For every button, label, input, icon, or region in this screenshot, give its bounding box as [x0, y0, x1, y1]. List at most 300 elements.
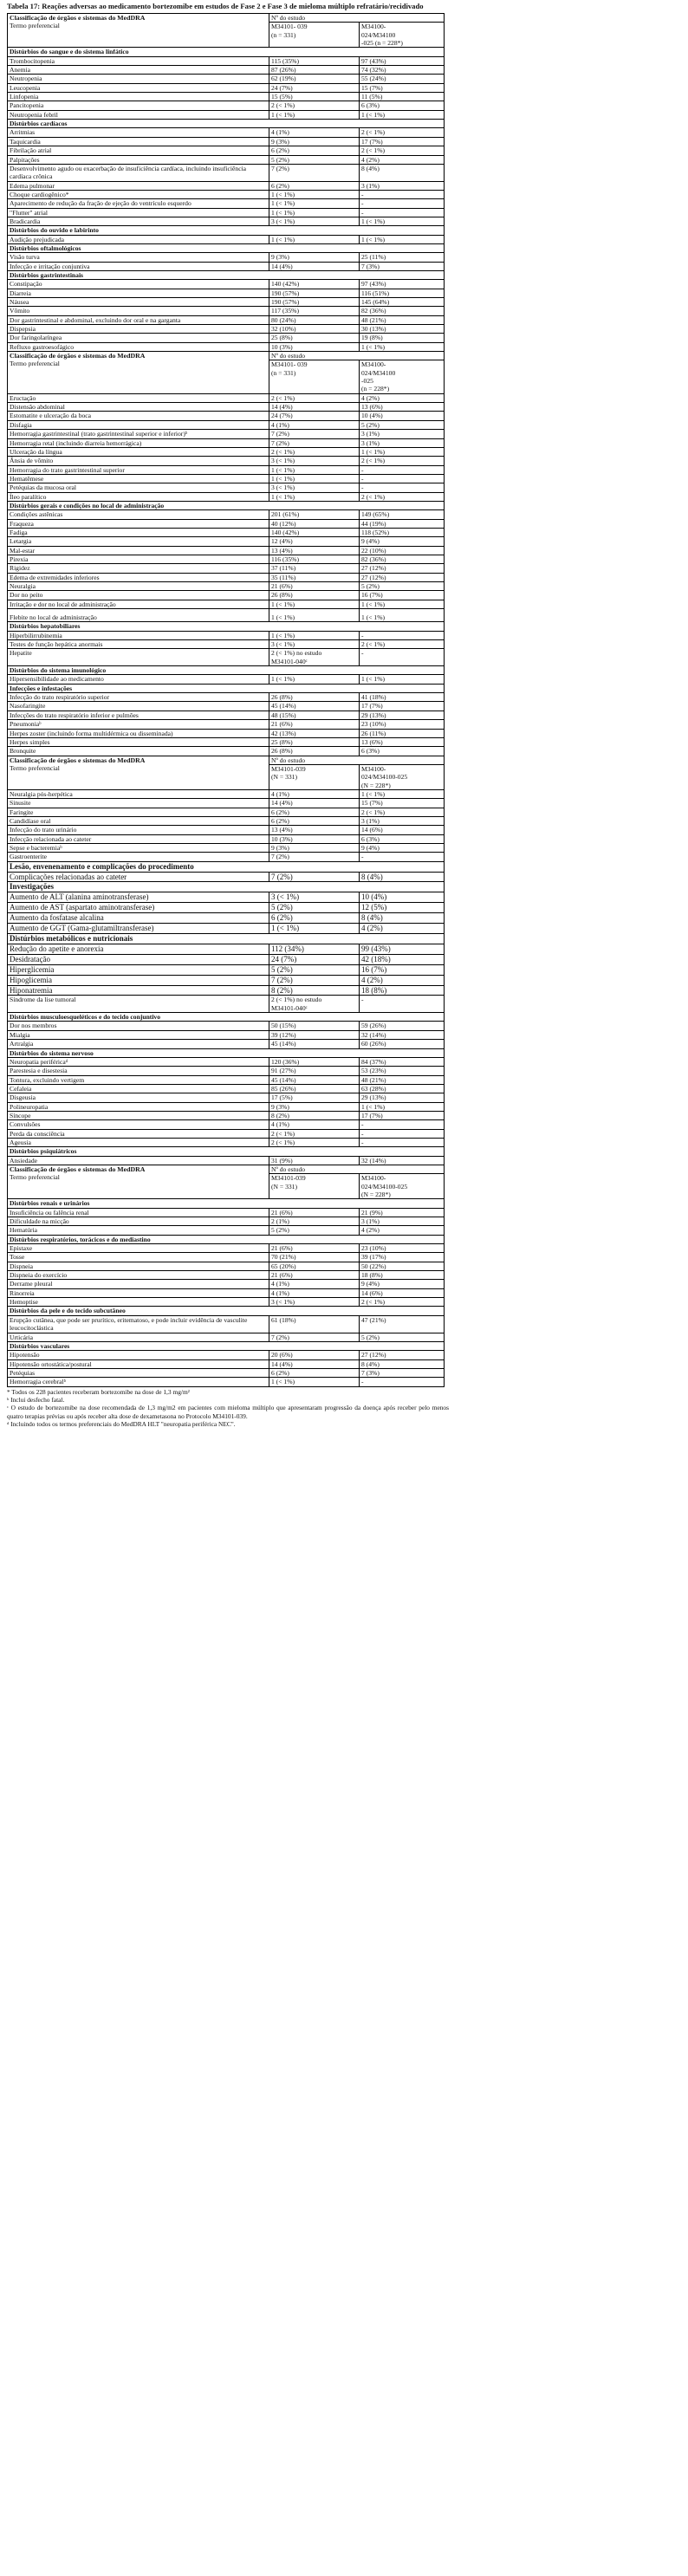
table-row — [8, 702, 445, 711]
table-row — [8, 1368, 445, 1377]
table-row — [8, 1040, 445, 1048]
study-a-value: 24 (7%) — [269, 412, 360, 420]
table-row — [8, 789, 445, 798]
study-b-value: 44 (19%) — [360, 519, 445, 528]
preferred-term: Anemia — [8, 66, 269, 75]
preferred-term: Convulsões — [8, 1120, 269, 1129]
study-a-value: 112 (34%) — [269, 944, 360, 954]
preferred-term: Palpitações — [8, 155, 269, 164]
study-a-value: 35 (11%) — [269, 573, 360, 581]
table-row — [8, 1102, 445, 1111]
footnote: ᶜ O estudo de bortezomibe na dose recomendada de 1,3 mg/m2 em pacientes com mieloma múltiplo que apresentaram progressão da doença após receber pelo menos quatro terapias prévias ou após receber alta dose de dexametasona no Protocolo M34101-039. — [7, 1404, 449, 1420]
study-a-value: 10 (3%) — [269, 834, 360, 843]
preferred-term: Epistaxe — [8, 1244, 269, 1253]
table-row — [8, 307, 445, 315]
table-row — [8, 737, 445, 746]
preferred-term: Edema pulmonar — [8, 181, 269, 190]
study-a-value: 2 (< 1%) — [269, 101, 360, 110]
table-row — [8, 582, 445, 591]
footnotes — [7, 1388, 449, 1429]
table-row — [8, 954, 445, 964]
header-study-b: M34100- 024/M34100 -025 (n = 228*) — [360, 23, 445, 48]
study-a-value: 1 (< 1%) — [269, 675, 360, 684]
table-caption: Tabela 17: Reações adversas ao medicamento bortezomibe em estudos de Fase 2 e Fase 3 de mieloma múltiplo refratário/recidivado — [7, 2, 424, 10]
study-a-value: 116 (35%) — [269, 555, 360, 563]
study-b-value: - — [360, 1120, 445, 1129]
preferred-term: Infecção e irritação conjuntiva — [8, 262, 269, 270]
preferred-term: Visão turva — [8, 253, 269, 262]
study-b-value: 118 (52%) — [360, 528, 445, 536]
study-b-value: 82 (36%) — [360, 555, 445, 563]
table-row — [8, 492, 445, 501]
table-row — [8, 262, 445, 270]
header-study-b: M34100- 024/M34100-025 (N = 228*) — [360, 764, 445, 789]
study-b-value: 60 (26%) — [360, 1040, 445, 1048]
study-a-value: 190 (57%) — [269, 289, 360, 297]
study-a-value: 4 (1%) — [269, 1120, 360, 1129]
study-b-value: 3 (1%) — [360, 430, 445, 438]
study-b-value: 1 (< 1%) — [360, 675, 445, 684]
preferred-term: Sepse e bacteremiaᵇ — [8, 843, 269, 852]
study-a-value: 1 (< 1%) — [269, 600, 360, 608]
study-b-value: - — [360, 199, 445, 208]
footnote: ᵇ Inclui desfecho fatal. — [7, 1395, 65, 1404]
section-title: Distúrbios do ouvido e labirinto — [8, 226, 445, 235]
table-row — [8, 128, 445, 137]
study-a-value: 14 (4%) — [269, 403, 360, 412]
study-b-value: 3 (1%) — [360, 438, 445, 447]
study-b-value: 25 (11%) — [360, 253, 445, 262]
table-row — [8, 1359, 445, 1368]
study-a-value: 14 (4%) — [269, 1359, 360, 1368]
study-b-value: 29 (13%) — [360, 1093, 445, 1102]
preferred-term: Fadiga — [8, 528, 269, 536]
table-row — [8, 1280, 445, 1288]
study-b-value: 99 (43%) — [360, 944, 445, 954]
study-b-value: 74 (32%) — [360, 66, 445, 75]
preferred-term: Arritmias — [8, 128, 269, 137]
section-row — [8, 48, 445, 56]
study-b-value: 1 (< 1%) — [360, 600, 445, 608]
study-a-value: 6 (2%) — [269, 913, 360, 924]
study-b-value: 4 (2%) — [360, 924, 445, 934]
table-row — [8, 1022, 445, 1030]
table-row — [8, 164, 445, 181]
header-study-a: M34101-039 (N = 331) — [269, 1174, 360, 1199]
section-title: Distúrbios renais e urinários — [8, 1199, 445, 1208]
study-b-value: 10 (4%) — [360, 892, 445, 903]
study-b-value: 9 (4%) — [360, 843, 445, 852]
preferred-term: Fraqueza — [8, 519, 269, 528]
section-row — [8, 1235, 445, 1243]
table-row — [8, 342, 445, 351]
preferred-term: Dor gastrintestinal e abdominal, excluindo dor oral e na garganta — [8, 315, 269, 324]
header-classification-label: Classificação de órgãos e sistemas do MedDRA — [10, 1165, 146, 1173]
study-b-value: 10 (4%) — [360, 412, 445, 420]
study-a-value: 13 (4%) — [269, 826, 360, 834]
preferred-term: Desidratação — [8, 954, 269, 964]
study-a-value: 3 (< 1%) — [269, 217, 360, 225]
header-classification-cell — [8, 352, 269, 394]
study-a-value: 15 (5%) — [269, 93, 360, 101]
preferred-term: Hipersensibilidade ao medicamento — [8, 675, 269, 684]
preferred-term: Náusea — [8, 298, 269, 307]
table-row — [8, 1138, 445, 1146]
study-b-value: 39 (17%) — [360, 1253, 445, 1262]
study-a-value: 62 (19%) — [269, 75, 360, 83]
section-title: Distúrbios do sistema nervoso — [8, 1048, 445, 1057]
table-header-row — [8, 756, 445, 764]
header-study-b: M34100- 024/M34100 -025 (n = 228*) — [360, 360, 445, 393]
section-title: Distúrbios da pele e do tecido subcutâneo — [8, 1307, 445, 1315]
preferred-term: Hemoptise — [8, 1298, 269, 1307]
study-a-value: 6 (2%) — [269, 816, 360, 825]
preferred-term: Pneumoniaᵇ — [8, 720, 269, 729]
table-row — [8, 693, 445, 702]
study-a-value: 87 (26%) — [269, 66, 360, 75]
study-a-value: 45 (14%) — [269, 1040, 360, 1048]
section-row — [8, 501, 445, 509]
table-header-row — [8, 14, 445, 23]
table-row — [8, 1244, 445, 1253]
preferred-term: Hemorragia retal (incluindo diarreia hemorrágica) — [8, 438, 269, 447]
preferred-term: Ulceração da língua — [8, 447, 269, 456]
section-title: Distúrbios gastrintestinais — [8, 270, 445, 279]
study-a-value: 4 (1%) — [269, 420, 360, 429]
study-a-value: 20 (6%) — [269, 1351, 360, 1359]
table-row — [8, 747, 445, 756]
table-row — [8, 799, 445, 808]
study-a-value: 7 (2%) — [269, 1333, 360, 1341]
table-row — [8, 1111, 445, 1119]
study-b-value: 17 (7%) — [360, 702, 445, 711]
section-title: Distúrbios cardíacos — [8, 120, 445, 128]
study-b-value: 14 (6%) — [360, 826, 445, 834]
study-b-value: 17 (7%) — [360, 1111, 445, 1119]
table-row — [8, 808, 445, 816]
preferred-term: Refluxo gastroesofágico — [8, 342, 269, 351]
header-study-a: M34101- 039 (n = 331) — [269, 23, 360, 48]
preferred-term: Linfopenia — [8, 93, 269, 101]
table-row — [8, 181, 445, 190]
study-a-value: 3 (< 1%) — [269, 457, 360, 465]
preferred-term: Herpes zoster (incluindo forma multidérmica ou disseminada) — [8, 729, 269, 737]
study-a-value: 17 (5%) — [269, 1093, 360, 1102]
study-b-value: 23 (10%) — [360, 1244, 445, 1253]
study-b-value: - — [360, 853, 445, 861]
study-a-value: 9 (3%) — [269, 843, 360, 852]
study-b-value: 55 (24%) — [360, 75, 445, 83]
study-b-value: 2 (< 1%) — [360, 457, 445, 465]
preferred-term: Fibrilação atrial — [8, 146, 269, 155]
table-row — [8, 924, 445, 934]
study-a-value: 10 (3%) — [269, 342, 360, 351]
study-a-value: 7 (2%) — [269, 430, 360, 438]
study-a-value: 6 (2%) — [269, 808, 360, 816]
study-a-value: 117 (35%) — [269, 307, 360, 315]
study-b-value: - — [360, 1129, 445, 1138]
section-title: Distúrbios oftalmológicos — [8, 243, 445, 252]
study-b-value: 1 (< 1%) — [360, 217, 445, 225]
preferred-term: Ansiedade — [8, 1156, 269, 1165]
preferred-term: Dor faringolaríngea — [8, 334, 269, 342]
study-b-value: 21 (9%) — [360, 1208, 445, 1217]
section-title: Distúrbios vasculares — [8, 1341, 445, 1350]
study-b-value: 3 (1%) — [360, 1217, 445, 1226]
preferred-term: Hiperglicemia — [8, 964, 269, 975]
study-a-value: 7 (2%) — [269, 164, 360, 181]
preferred-term: Pancitopenia — [8, 101, 269, 110]
study-a-value: 1 (< 1%) — [269, 110, 360, 119]
preferred-term: Sinusite — [8, 799, 269, 808]
preferred-term: Petéquias da mucosa oral — [8, 483, 269, 492]
preferred-term: Trombocitopenia — [8, 56, 269, 65]
section-title: Distúrbios metabólicos e nutricionais — [8, 934, 445, 944]
study-a-value: 21 (6%) — [269, 1271, 360, 1280]
study-a-value: 6 (2%) — [269, 146, 360, 155]
table-row — [8, 315, 445, 324]
study-a-value: 1 (< 1%) — [269, 199, 360, 208]
table-row — [8, 1333, 445, 1341]
section-row — [8, 1307, 445, 1315]
preferred-term: Cefaleia — [8, 1084, 269, 1093]
section-row — [8, 882, 445, 892]
preferred-term: Letargia — [8, 537, 269, 546]
section-title: Distúrbios respiratórios, torácicos e do mediastino — [8, 1235, 445, 1243]
study-b-value: 22 (10%) — [360, 546, 445, 555]
preferred-term: Insuficiência ou falência renal — [8, 1208, 269, 1217]
section-title: Lesão, envenenamento e complicações do procedimento — [8, 861, 445, 872]
study-a-value: 26 (8%) — [269, 693, 360, 702]
study-b-value: - — [360, 208, 445, 217]
study-a-value: 37 (11%) — [269, 564, 360, 573]
section-title: Infecções e infestações — [8, 684, 445, 692]
table-row — [8, 66, 445, 75]
table-row — [8, 56, 445, 65]
study-a-value: 14 (4%) — [269, 262, 360, 270]
table-row — [8, 834, 445, 843]
study-a-value: 65 (20%) — [269, 1262, 360, 1270]
preferred-term: Aparecimento de redução da fração de ejeção do ventrículo esquerdo — [8, 199, 269, 208]
table-row — [8, 1067, 445, 1075]
section-row — [8, 622, 445, 631]
study-a-value: 7 (2%) — [269, 438, 360, 447]
study-a-value: 7 (2%) — [269, 853, 360, 861]
study-a-value: 45 (14%) — [269, 702, 360, 711]
study-a-value: 91 (27%) — [269, 1067, 360, 1075]
preferred-term: Irritação e dor no local de administração — [8, 600, 269, 608]
preferred-term: Perda da consciência — [8, 1129, 269, 1138]
header-preferred-term-label: Termo preferencial — [10, 360, 60, 368]
preferred-term: Hematêmese — [8, 474, 269, 483]
table-row — [8, 528, 445, 536]
study-b-value: 26 (11%) — [360, 729, 445, 737]
preferred-term: Bradicardia — [8, 217, 269, 225]
preferred-term: Hiperbilirrubinemia — [8, 631, 269, 639]
study-a-value: 40 (12%) — [269, 519, 360, 528]
study-b-value: 2 (< 1%) — [360, 808, 445, 816]
study-b-value: 19 (8%) — [360, 334, 445, 342]
preferred-term: Infecção do trato respiratório superior — [8, 693, 269, 702]
study-b-value: 15 (7%) — [360, 799, 445, 808]
table-row — [8, 1084, 445, 1093]
study-b-value: 84 (37%) — [360, 1057, 445, 1066]
study-b-value: - — [360, 474, 445, 483]
study-a-value: 2 (< 1%) no estudo M34101-040ᶜ — [269, 996, 360, 1013]
table-row — [8, 720, 445, 729]
preferred-term: Infecção relacionada ao cateter — [8, 834, 269, 843]
table-row — [8, 1093, 445, 1102]
section-title: Distúrbios gerais e condições no local de administração — [8, 501, 445, 509]
section-title: Distúrbios hepatobiliares — [8, 622, 445, 631]
study-a-value: 5 (2%) — [269, 155, 360, 164]
preferred-term: Rigidez — [8, 564, 269, 573]
study-a-value: 7 (2%) — [269, 975, 360, 985]
table-row — [8, 640, 445, 649]
study-b-value: - — [360, 483, 445, 492]
study-b-value: 59 (26%) — [360, 1022, 445, 1030]
study-b-value: 8 (4%) — [360, 913, 445, 924]
table-row — [8, 729, 445, 737]
header-preferred-term-label: Termo preferencial — [10, 763, 60, 772]
preferred-term: Constipação — [8, 280, 269, 289]
table-row — [8, 872, 445, 882]
table-row — [8, 75, 445, 83]
table-row — [8, 1315, 445, 1333]
study-a-value: 32 (10%) — [269, 325, 360, 334]
study-a-value: 26 (8%) — [269, 747, 360, 756]
table-row — [8, 1208, 445, 1217]
study-b-value: 145 (64%) — [360, 298, 445, 307]
study-b-value: 116 (51%) — [360, 289, 445, 297]
table-row — [8, 964, 445, 975]
table-row — [8, 465, 445, 474]
preferred-term: Neuropatia periféricaᵈ — [8, 1057, 269, 1066]
table-row — [8, 843, 445, 852]
preferred-term: Hepatite — [8, 649, 269, 666]
study-a-value: 1 (< 1%) — [269, 492, 360, 501]
study-a-value: 5 (2%) — [269, 1226, 360, 1235]
study-a-value: 25 (8%) — [269, 334, 360, 342]
study-a-value: 1 (< 1%) — [269, 235, 360, 243]
study-a-value: 6 (2%) — [269, 1368, 360, 1377]
footnote: * Todos os 228 pacientes receberam bortezomibe na dose de 1,3 mg/m² — [7, 1387, 190, 1396]
study-b-value: 5 (2%) — [360, 582, 445, 591]
preferred-term: Hemorragia gastrintestinal (trato gastrintestinal superior e inferior)ᵇ — [8, 430, 269, 438]
table-row — [8, 457, 445, 465]
study-b-value: - — [360, 190, 445, 198]
study-b-value: 18 (8%) — [360, 985, 445, 996]
preferred-term: Síndrome da lise tumoral — [8, 996, 269, 1013]
study-b-value: - — [360, 631, 445, 639]
study-b-value: 5 (2%) — [360, 420, 445, 429]
table-body — [8, 14, 445, 1387]
study-a-value: 201 (61%) — [269, 510, 360, 519]
table-row — [8, 208, 445, 217]
study-b-value: 8 (4%) — [360, 872, 445, 882]
section-row — [8, 1013, 445, 1022]
table-row — [8, 944, 445, 954]
table-row — [8, 298, 445, 307]
study-b-value: 27 (12%) — [360, 1351, 445, 1359]
preferred-term: Polineuropatia — [8, 1102, 269, 1111]
section-row — [8, 243, 445, 252]
table-row — [8, 289, 445, 297]
table-row — [8, 711, 445, 719]
study-a-value: 2 (1%) — [269, 1217, 360, 1226]
preferred-term: Erupção cutânea, que pode ser prurítico, eritematoso, e pode incluir evidência de vasculite leucocitoclástica — [8, 1315, 269, 1333]
preferred-term: Pirexia — [8, 555, 269, 563]
preferred-term: Ânsia de vômito — [8, 457, 269, 465]
study-a-value: 48 (15%) — [269, 711, 360, 719]
study-a-value: 45 (14%) — [269, 1075, 360, 1084]
study-a-value: 1 (< 1%) — [269, 924, 360, 934]
study-b-value: 42 (18%) — [360, 954, 445, 964]
header-classification-label: Classificação de órgãos e sistemas do MedDRA — [10, 352, 146, 360]
study-a-value: 4 (1%) — [269, 789, 360, 798]
study-a-value: 140 (42%) — [269, 280, 360, 289]
table-row — [8, 1378, 445, 1386]
study-b-value: 16 (7%) — [360, 964, 445, 975]
study-b-value: 11 (5%) — [360, 93, 445, 101]
study-a-value: 1 (< 1%) — [269, 190, 360, 198]
preferred-term: Ageusia — [8, 1138, 269, 1146]
table-row — [8, 1217, 445, 1226]
table-header-row — [8, 352, 445, 360]
study-a-value: 1 (< 1%) — [269, 1378, 360, 1386]
study-b-value: 6 (3%) — [360, 101, 445, 110]
table-row — [8, 892, 445, 903]
table-row — [8, 1351, 445, 1359]
section-row — [8, 1199, 445, 1208]
table-row — [8, 438, 445, 447]
preferred-term: Redução do apetite e anorexia — [8, 944, 269, 954]
preferred-term: Rinorreia — [8, 1288, 269, 1297]
study-a-value: 1 (< 1%) — [269, 474, 360, 483]
study-a-value: 3 (< 1%) — [269, 892, 360, 903]
table-row — [8, 280, 445, 289]
study-b-value: 149 (65%) — [360, 510, 445, 519]
preferred-term: Hipotensão ortostática/postural — [8, 1359, 269, 1368]
table-row — [8, 334, 445, 342]
section-title: Distúrbios musculoesqueléticos e do tecido conjuntivo — [8, 1013, 445, 1022]
preferred-term: Choque cardiogênico* — [8, 190, 269, 198]
study-b-value: 97 (43%) — [360, 280, 445, 289]
study-a-value: 4 (1%) — [269, 128, 360, 137]
table-row — [8, 137, 445, 146]
table-row — [8, 447, 445, 456]
study-a-value: 14 (4%) — [269, 799, 360, 808]
table-row — [8, 1298, 445, 1307]
preferred-term: Aumento da fosfatase alcalina — [8, 913, 269, 924]
preferred-term: Síncope — [8, 1111, 269, 1119]
preferred-term: Dispneia — [8, 1262, 269, 1270]
study-a-value: 9 (3%) — [269, 1102, 360, 1111]
study-a-value: 21 (6%) — [269, 1244, 360, 1253]
study-a-value: 21 (6%) — [269, 582, 360, 591]
study-b-value: 4 (2%) — [360, 155, 445, 164]
study-a-value: 1 (< 1%) — [269, 631, 360, 639]
study-b-value: - — [360, 1138, 445, 1146]
study-b-value: 97 (43%) — [360, 56, 445, 65]
study-b-value: 63 (28%) — [360, 1084, 445, 1093]
section-row — [8, 684, 445, 692]
study-a-value: 61 (18%) — [269, 1315, 360, 1333]
table-row — [8, 1075, 445, 1084]
study-b-value: 47 (21%) — [360, 1315, 445, 1333]
study-b-value: 3 (1%) — [360, 816, 445, 825]
preferred-term: Candidíase oral — [8, 816, 269, 825]
